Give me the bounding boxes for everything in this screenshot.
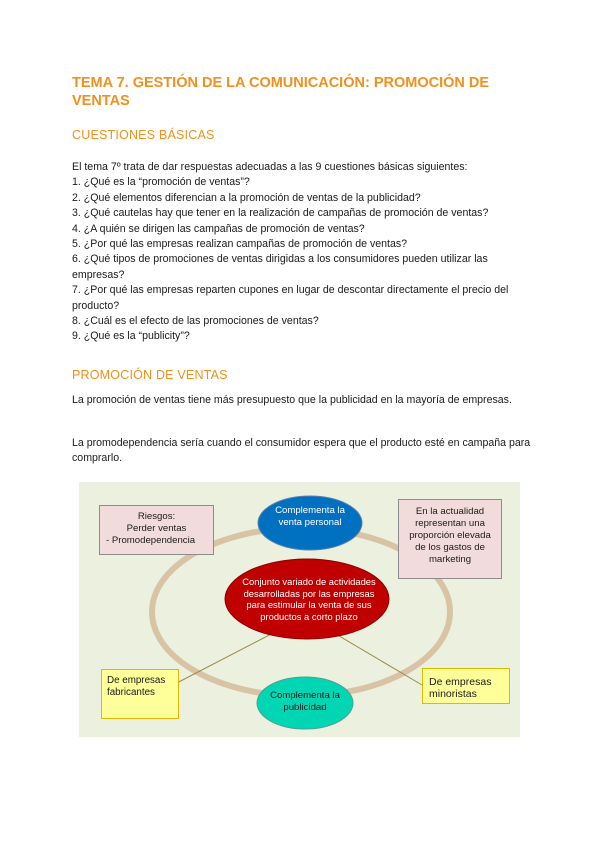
intro-text: El tema 7º trata de dar respuestas adecuadas a las 9 cuestiones básicas siguientes: bbox=[72, 161, 468, 173]
question-item: 8. ¿Cuál es el efecto de las promociones de ventas? bbox=[72, 315, 319, 328]
question-item: 5. ¿Por qué las empresas realizan campañas de promoción de ventas? bbox=[72, 238, 408, 251]
connector-left bbox=[171, 630, 279, 686]
question-item: 1. ¿Qué es la “promoción de ventas”? bbox=[72, 176, 250, 189]
questions-block bbox=[72, 160, 534, 345]
riesgos-item: - Promodependencia bbox=[106, 535, 196, 546]
promotion-diagram bbox=[79, 482, 520, 737]
riesgos-item: Perder ventas bbox=[126, 523, 187, 534]
bottom-ellipse-label: Complementa la publicidad bbox=[270, 690, 340, 713]
question-item: 9. ¿Qué es la “publicity”? bbox=[72, 330, 190, 343]
section-heading-promocion: PROMOCIÓN DE VENTAS bbox=[72, 368, 228, 382]
question-item: 7. ¿Por qué las empresas reparten cupones en lugar de descontar directamente el precio del producto? bbox=[72, 284, 509, 312]
riesgos-box bbox=[99, 505, 214, 555]
section-heading-cuestiones: CUESTIONES BÁSICAS bbox=[72, 128, 215, 142]
paragraph-promodependencia: La promodependencia sería cuando el consumidor espera que el producto esté en campaña para comprarlo. bbox=[72, 437, 531, 465]
center-ellipse-label: Conjunto variado de actividades desarrolladas por las empresas para estimular la venta de sus productos a corto plazo bbox=[242, 576, 376, 622]
question-item: 3. ¿Qué cautelas hay que tener en la realización de campañas de promoción de ventas? bbox=[72, 207, 489, 220]
fabricantes-box: De empresas fabricantes bbox=[101, 669, 179, 719]
minoristas-box: De empresas minoristas bbox=[422, 668, 510, 704]
connector-right bbox=[329, 630, 422, 685]
paragraph-presupuesto: La promoción de ventas tiene más presupuesto que la publicidad en la mayoría de empresas. bbox=[72, 394, 512, 406]
question-item: 6. ¿Qué tipos de promociones de ventas dirigidas a los consumidores pueden utilizar las empresas? bbox=[72, 253, 488, 281]
page-title: TEMA 7. GESTIÓN DE LA COMUNICACIÓN: PROMOCIÓN DE VENTAS bbox=[72, 75, 490, 109]
question-item: 2. ¿Qué elementos diferencian a la promoción de ventas de la publicidad? bbox=[72, 191, 421, 204]
actualidad-box: En la actualidad representan una proporción elevada de los gastos de marketing bbox=[398, 499, 502, 579]
riesgos-title: Riesgos: bbox=[137, 511, 176, 522]
top-ellipse-label: Complementa la venta personal bbox=[275, 505, 345, 528]
question-item: 4. ¿A quién se dirigen las campañas de promoción de ventas? bbox=[72, 222, 365, 235]
